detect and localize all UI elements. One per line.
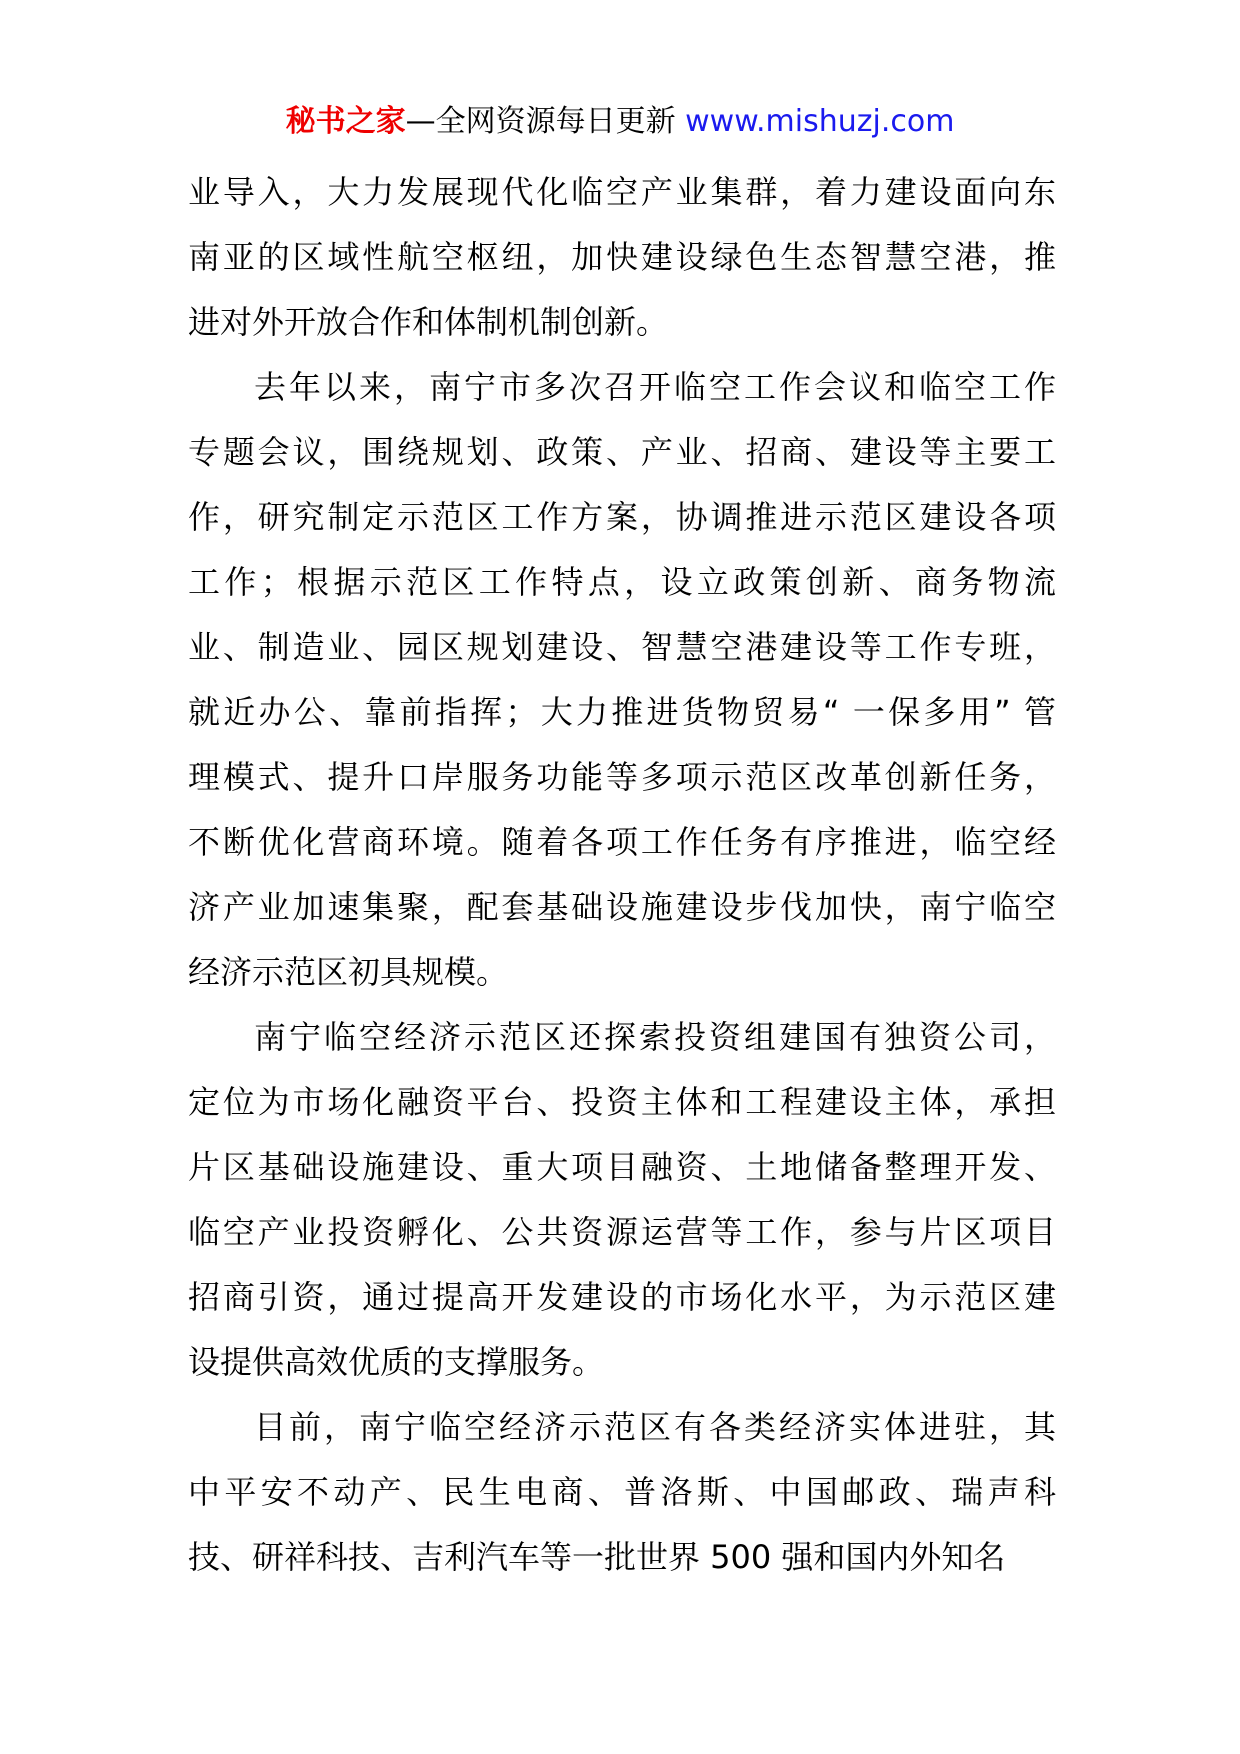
header-brand: 秘书之家: [285, 104, 406, 139]
paragraph: [188, 160, 1056, 355]
paragraph: [188, 1395, 1056, 1590]
text-line: 就近办公、靠前指挥；大力推进货物贸易“ 一保多用” 管: [188, 693, 1056, 731]
text-line: 理模式、提升口岸服务功能等多项示范区改革创新任务，: [188, 758, 1056, 796]
paragraph: [188, 1005, 1056, 1395]
header-tagline: —全网资源每日更新: [405, 104, 686, 139]
text-line: 去年以来，南宁市多次召开临空工作会议和临空工作: [254, 368, 1056, 406]
text-line: 临空产业投资孵化、公共资源运营等工作，参与片区项目: [188, 1213, 1056, 1251]
text-line: 专题会议，围绕规划、政策、产业、招商、建设等主要工: [188, 433, 1056, 471]
text-line: 中平安不动产、民生电商、普洛斯、中国邮政、瑞声科: [188, 1473, 1056, 1511]
text-line: 业、制造业、园区规划建设、智慧空港建设等工作专班，: [188, 628, 1056, 666]
text-line: 南宁临空经济示范区还探索投资组建国有独资公司，: [254, 1018, 1056, 1056]
document-body: [188, 160, 1056, 1590]
text-line: 片区基础设施建设、重大项目融资、土地储备整理开发、: [188, 1148, 1056, 1186]
text-line: 业导入，大力发展现代化临空产业集群，着力建设面向东: [188, 173, 1056, 211]
text-line: 设提供高效优质的支撑服务。: [188, 1343, 605, 1381]
text-line: 经济示范区初具规模。: [188, 953, 509, 991]
text-line: 技、研祥科技、吉利汽车等一批世界 500 强和国内外知名: [188, 1538, 1006, 1576]
header-site-link[interactable]: www.mishuzj.com: [685, 104, 955, 139]
page-header: [0, 100, 1240, 144]
text-line: 招商引资，通过提高开发建设的市场化水平，为示范区建: [188, 1278, 1056, 1316]
paragraph: [188, 355, 1056, 1005]
text-line: 定位为市场化融资平台、投资主体和工程建设主体，承担: [188, 1083, 1056, 1121]
text-line: 济产业加速集聚，配套基础设施建设步伐加快，南宁临空: [188, 888, 1056, 926]
text-line: 不断优化营商环境。随着各项工作任务有序推进，临空经: [188, 823, 1056, 861]
text-line: 南亚的区域性航空枢纽，加快建设绿色生态智慧空港，推: [188, 238, 1056, 276]
text-line: 工作；根据示范区工作特点，设立政策创新、商务物流: [188, 563, 1056, 601]
text-line: 进对外开放合作和体制机制创新。: [188, 303, 669, 341]
text-line: 作，研究制定示范区工作方案，协调推进示范区建设各项: [188, 498, 1056, 536]
text-line: 目前，南宁临空经济示范区有各类经济实体进驻，其: [254, 1408, 1056, 1446]
